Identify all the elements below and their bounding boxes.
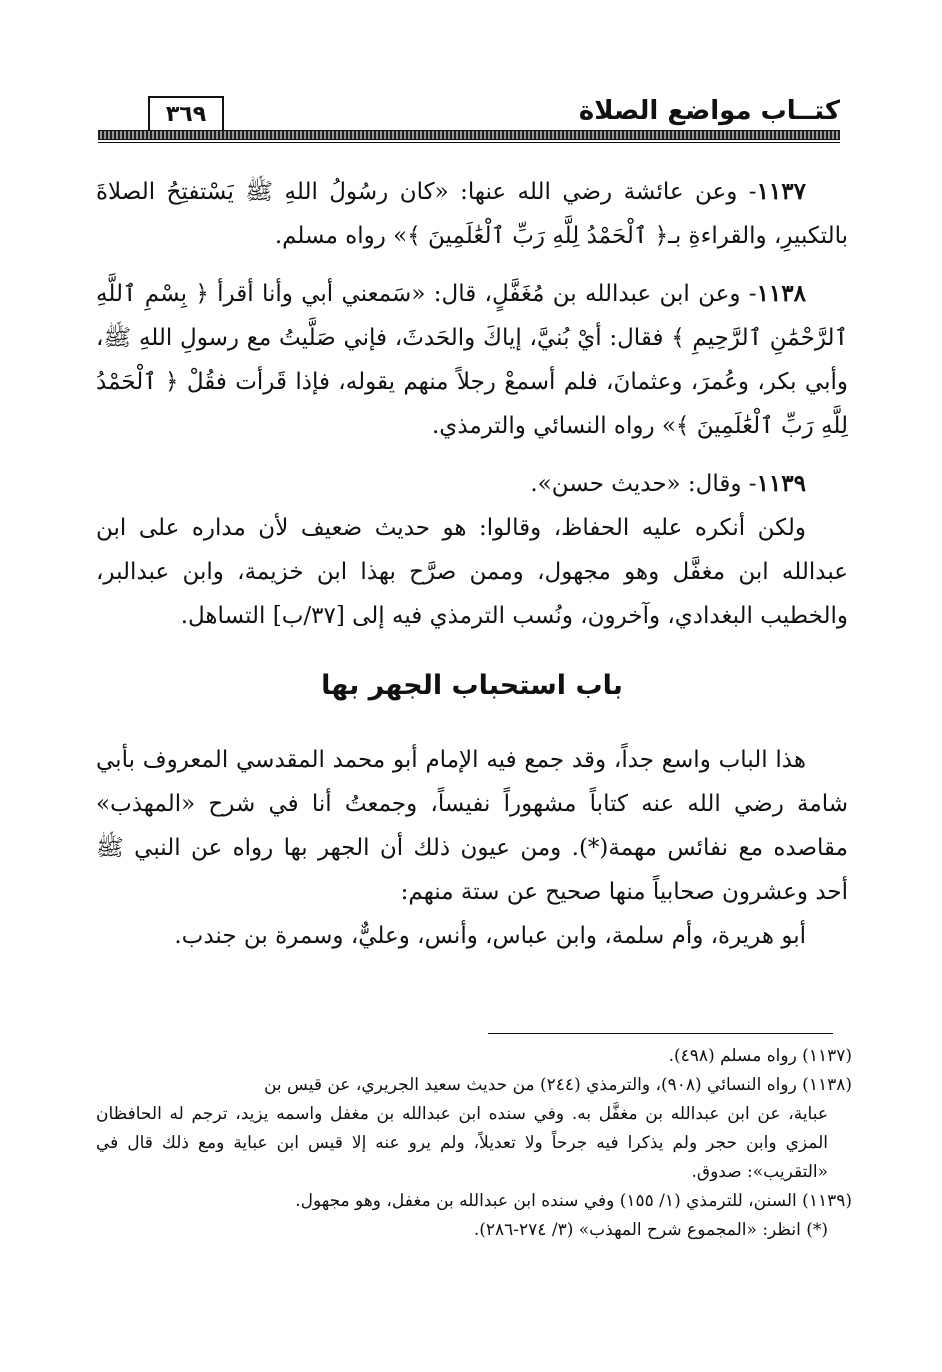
footnote-separator [488, 1033, 833, 1034]
book-title: كتــاب مواضع الصلاة [578, 96, 840, 126]
footnote-star: (*) انظر: «المجموع شرح المهذب» (٣/ ٢٧٤-٢٨٦). [473, 1220, 828, 1240]
hadith-text: - وعن ابن عبدالله بن مُغَفَّلٍ، قال: «سَمعني أبي وأنا أقرأ ﴿ بِسْمِ ٱللَّهِ ٱلرَّحْمَٰنِ ٱلرَّحِيمِ ﴾ فقال: أيْ بُنيَّ، إياكَ والحَدثَ، فإني صَلَّيتُ مع رسولِ اللهِ ﷺ، وأبي بكر، وعُمرَ، وعثمانَ، فلم أسمعْ رجلاً منهم يقوله، فإذا قَرأت فقُلْ ﴿ ٱلْحَمْدُ لِلَّهِ رَبِّ ٱلْعَٰلَمِينَ ﴾» رواه النسائي والترمذي. [96, 281, 848, 439]
hadith-number: ١١٣٨ [756, 280, 806, 307]
header-thin-rule [98, 142, 840, 143]
chapter-paragraph: هذا الباب واسع جداً، وقد جمع فيه الإمام أبو محمد المقدسي المعروف بأبي شامة رضي الله عنه كتاباً مشهوراً نفيساً، وجمعتُ أنا في شرح «المهذب» مقاصده مع نفائس مهمة(*). ومن عيون ذلك أن الجهر بها رواه عن النبي ﷺ أحد وعشرون صحابياً منها صحيح عن ستة منهم: [96, 747, 848, 905]
hadith-number: ١١٣٩ [756, 470, 806, 497]
header-ornamental-rule [98, 130, 840, 140]
hadith-1137 [96, 170, 848, 258]
chapter-title: باب استحباب الجهر بها [321, 670, 623, 701]
main-text [96, 170, 848, 972]
footnote-1138 [96, 1071, 852, 1187]
footnote-1138-first-line: (١١٣٨) رواه النسائي (٩٠٨)، والترمذي (٢٤٤) من حديث سعيد الجريري، عن قيس بن [263, 1075, 852, 1095]
footnote-1139: (١١٣٩) السنن، للترمذي (١/ ١٥٥) وفي سنده ابن عبدالله بن مغفل، وهو مجهول. [295, 1191, 852, 1211]
hadith-1138 [96, 272, 848, 448]
footnote-1137: (١١٣٧) رواه مسلم (٤٩٨). [668, 1046, 852, 1066]
chapter-paragraph-companions: أبو هريرة، وأم سلمة، وابن عباس، وأنس، وعليٌّ، وسمرة بن جندب. [174, 923, 806, 949]
footnote-1138-continuation: عباية، عن ابن عبدالله بن مغفَّل به. وفي سنده ابن عبدالله بن مغفل واسمه يزيد، ترجم له الحافظان المزي وابن حجر ولم يذكرا فيه جرحاً ولا تعديلاً، ولم يرو عنه إلا قيس ابن عباية ومع ذلك قال في «التقريب»: صدوق. [96, 1104, 828, 1182]
footnotes [96, 1042, 852, 1245]
hadith-1139 [96, 462, 848, 506]
page-number: ٣٦٩ [148, 96, 224, 130]
hadith-text: - وقال: «حديث حسن». [530, 471, 757, 497]
commentary: ولكن أنكره عليه الحفاظ، وقالوا: هو حديث ضعيف لأن مداره على ابن عبدالله ابن مغفَّل وهو مجهول، وممن صرَّح بهذا ابن خزيمة، وابن عبدالبر، والخطيب البغدادي، وآخرون، ونُسب الترمذي فيه إلى [٣٧/ب] التساهل. [96, 515, 848, 629]
page-header [98, 92, 840, 142]
hadith-number: ١١٣٧ [756, 178, 806, 205]
hadith-text: - وعن عائشة رضي الله عنها: «كان رسُولُ اللهِ ﷺ يَسْتفتِحُ الصلاةَ بالتكبيرِ، والقراءةِ بـ﴿ ٱلْحَمْدُ لِلَّهِ رَبِّ ٱلْعَٰلَمِينَ ﴾» رواه مسلم. [96, 179, 848, 249]
